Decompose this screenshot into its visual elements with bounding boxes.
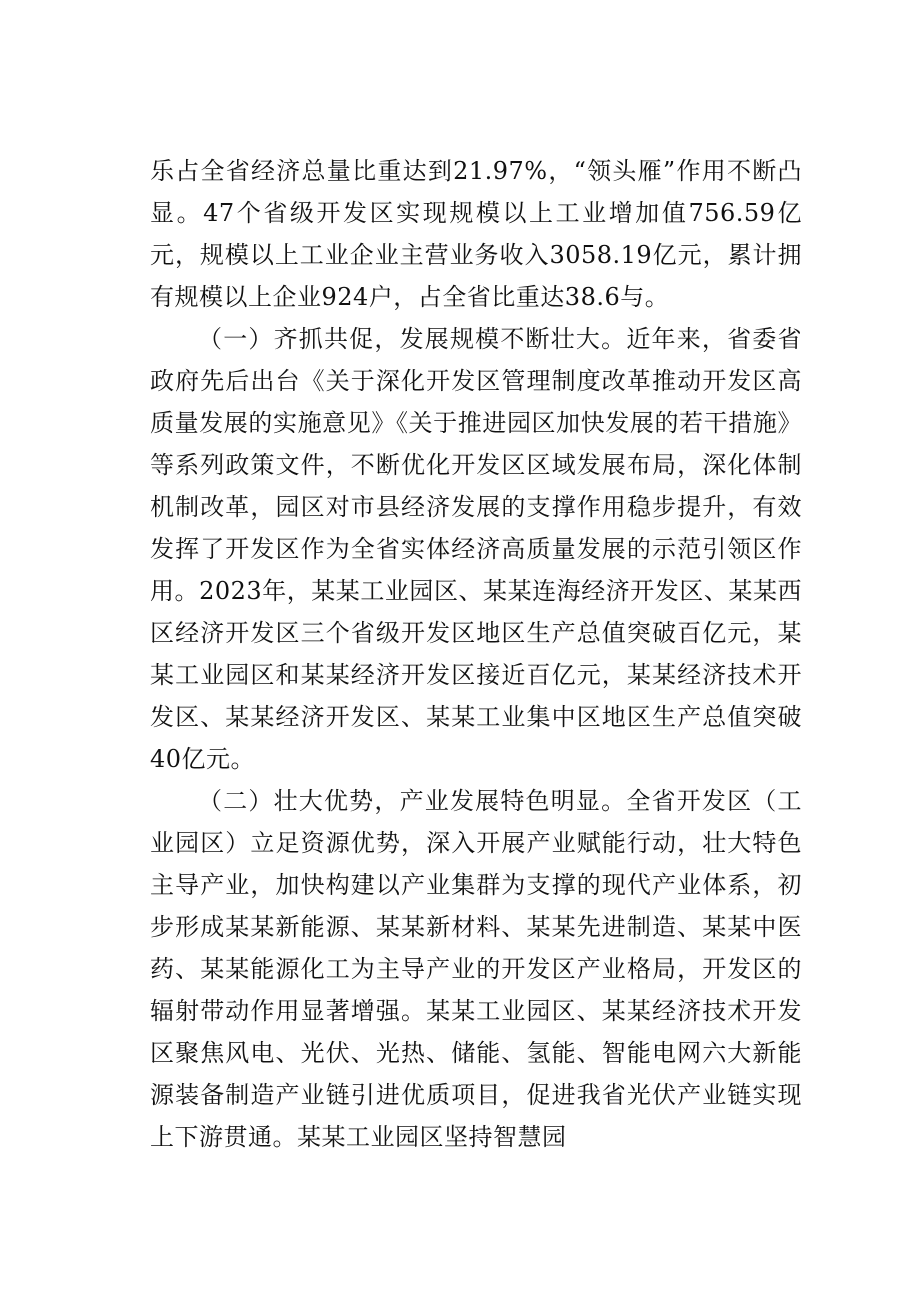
document-page: [150, 150, 802, 1158]
paragraph-continuation: 乐占全省经济总量比重达到21.97%，“领头雁”作用不断凸显。47个省级开发区实现规模以上工业增加值756.59亿元，规模以上工业企业主营业务收入3058.19亿元，累计拥有规模以上企业924户，占全省比重达38.6与。: [150, 157, 802, 311]
paragraph-section-one: （一）齐抓共促，发展规模不断壮大。近年来，省委省政府先后出台《关于深化开发区管理制度改革推动开发区高质量发展的实施意见》《关于推进园区加快发展的若干措施》等系列政策文件，不断优化开发区区域发展布局，深化体制机制改革，园区对市县经济发展的支撑作用稳步提升，有效发挥了开发区作为全省实体经济高质量发展的示范引领区作用。2023年，某某工业园区、某某连海经济开发区、某某西区经济开发区三个省级开发区地区生产总值突破百亿元，某某工业园区和某某经济开发区接近百亿元，某某经济技术开发区、某某经济开发区、某某工业集中区地区生产总值突破40亿元。: [150, 325, 802, 773]
paragraph-section-two: （二）壮大优势，产业发展特色明显。全省开发区（工业园区）立足资源优势，深入开展产业赋能行动，壮大特色主导产业，加快构建以产业集群为支撑的现代产业体系，初步形成某某新能源、某某新材料、某某先进制造、某某中医药、某某能源化工为主导产业的开发区产业格局，开发区的辐射带动作用显著增强。某某工业园区、某某经济技术开发区聚焦风电、光伏、光热、储能、氢能、智能电网六大新能源装备制造产业链引进优质项目，促进我省光伏产业链实现上下游贯通。某某工业园区坚持智慧园: [150, 787, 802, 1151]
